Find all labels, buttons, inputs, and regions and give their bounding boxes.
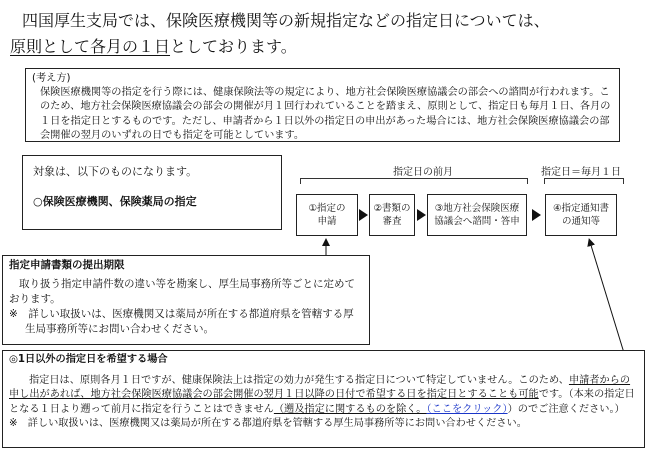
flow-arrow-1 xyxy=(359,209,368,221)
flow-step-review: ②書類の 審査 xyxy=(369,194,415,236)
headline-line2 xyxy=(10,34,645,60)
deadline-title: 指定申請書類の提出期限 xyxy=(9,259,125,271)
reason-box xyxy=(25,68,620,142)
page-headline xyxy=(10,8,645,60)
reason-body: 保険医療機関等の指定を行う際には、健康保険法等の規定により、地方社会保険医療協議会の部会への諮問が行われます。このため、地方社会保険医療協議会の部会の開催が月１回行われていることを踏まえ、原則として、指定日も毎月１日、各月の１日を指定日とするものです。ただし、申請者から１日以外の指定日の申出があった場合には、地方社会保険医療協議会の部会開催の翌月のいずれの日でも指定を可能としています。 xyxy=(40,87,611,141)
target-intro: 対象は、以下のものになります。 xyxy=(33,165,198,178)
headline-line1: 四国厚生支局では、保険医療機関等の新規指定などの指定日については、 xyxy=(22,11,550,30)
deadline-body: 取り扱う指定申請件数の違い等を勘案し、厚生局事務所等ごとに定めております。 xyxy=(9,278,355,305)
target-item: ○保険医療機関、保険薬局の指定 xyxy=(33,195,197,208)
prev-month-bracket xyxy=(300,178,528,184)
click-here-link[interactable]: （ここをクリック） xyxy=(426,403,508,415)
flow-arrow-3 xyxy=(532,209,541,221)
other-date-highlight: 申請者からの申し出があれば、地方社会保険医療協議会の部会開催の翌月１日以降の日付で希望する日を指定日とすることも可能 xyxy=(9,374,631,400)
arrow-to-notification xyxy=(590,242,628,366)
headline-emphasis: 原則として各月の１日 xyxy=(10,37,171,56)
other-date-body: 指定日は、原則各月１日ですが、健康保険法上は指定の効力が発生する指定日について特定していません。このため、申請者からの申し出があれば、地方社会保険医療協議会の部会開催の翌月１日以降の日付で希望する日を指定日とすることも可能です。（本来の指定日となる１日より遡って前月に指定を行うことはできません（遡及指定に関するものを除く。（ここをクリック））のでご注意ください。） xyxy=(9,374,635,415)
flow-arrow-2 xyxy=(417,209,426,221)
other-date-note: ※ 詳しい取扱いは、医療機関又は薬局が所在する都道府県を管轄する厚生局事務所等にお問い合わせください。 xyxy=(9,418,527,429)
headline-rest: としております。 xyxy=(170,37,297,56)
deadline-box xyxy=(2,255,370,345)
reason-title: (考え方) xyxy=(32,73,71,84)
flow-step-notification: ④指定通知書 の通知等 xyxy=(545,194,617,236)
flow-step-application: ①指定の 申請 xyxy=(296,194,358,236)
first-day-bracket xyxy=(544,178,624,184)
retroactive-note: （遡及指定に関するものを除く。 xyxy=(273,403,427,415)
prev-month-label: 指定日の前月 xyxy=(393,167,453,178)
first-day-label: 指定日＝毎月１日 xyxy=(541,167,621,178)
other-date-title: ◎1日以外の指定日を希望する場合 xyxy=(9,354,168,365)
target-box xyxy=(22,155,282,230)
deadline-note: ※ 詳しい取扱いは、医療機関又は薬局が所在する都道府県を管轄する厚生局事務所等にお問い合わせください。 xyxy=(9,308,354,335)
other-date-box xyxy=(2,350,645,448)
flow-step-consultation: ③地方社会保険医療 協議会へ諮問・答申 xyxy=(427,194,527,236)
